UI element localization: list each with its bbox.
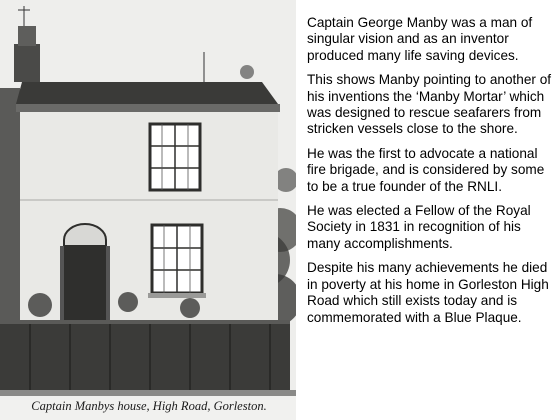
text-column xyxy=(307,15,555,334)
photo-caption: Captain Manbys house, High Road, Gorleston. xyxy=(31,399,267,413)
front-door xyxy=(60,224,110,322)
lower-window xyxy=(148,225,206,298)
pavement xyxy=(0,390,296,396)
front-fence xyxy=(0,322,290,392)
chimney xyxy=(14,44,40,82)
paragraph-royal-society: He was elected a Fellow of the Royal Society in 1831 in recognition of his many accomplishments. xyxy=(307,203,531,251)
paragraph-fire-brigade: He was the first to advocate a national fire brigade, and is considered by some to be a true founder of the RNLI. xyxy=(307,145,545,194)
eaves xyxy=(16,104,280,112)
paragraph-mortar: This shows Manby pointing to another of his inventions the ‘Manby Mortar’ which was designed to rescue seafarers from stricken vessels close to the shore. xyxy=(307,72,552,137)
paragraph-intro: Captain George Manby was a man of singular vision and as an inventor produced many life saving devices. xyxy=(307,15,533,63)
chimney-pot xyxy=(18,26,36,46)
roof xyxy=(16,82,278,104)
smoke xyxy=(240,65,254,79)
upper-window xyxy=(150,124,200,190)
neighbour-wall xyxy=(0,88,20,328)
paragraph-poverty: Despite his many achievements he died in poverty at his home in Gorleston High Road which still exists today and is commemorated with a Blue Plaque. xyxy=(307,260,549,325)
